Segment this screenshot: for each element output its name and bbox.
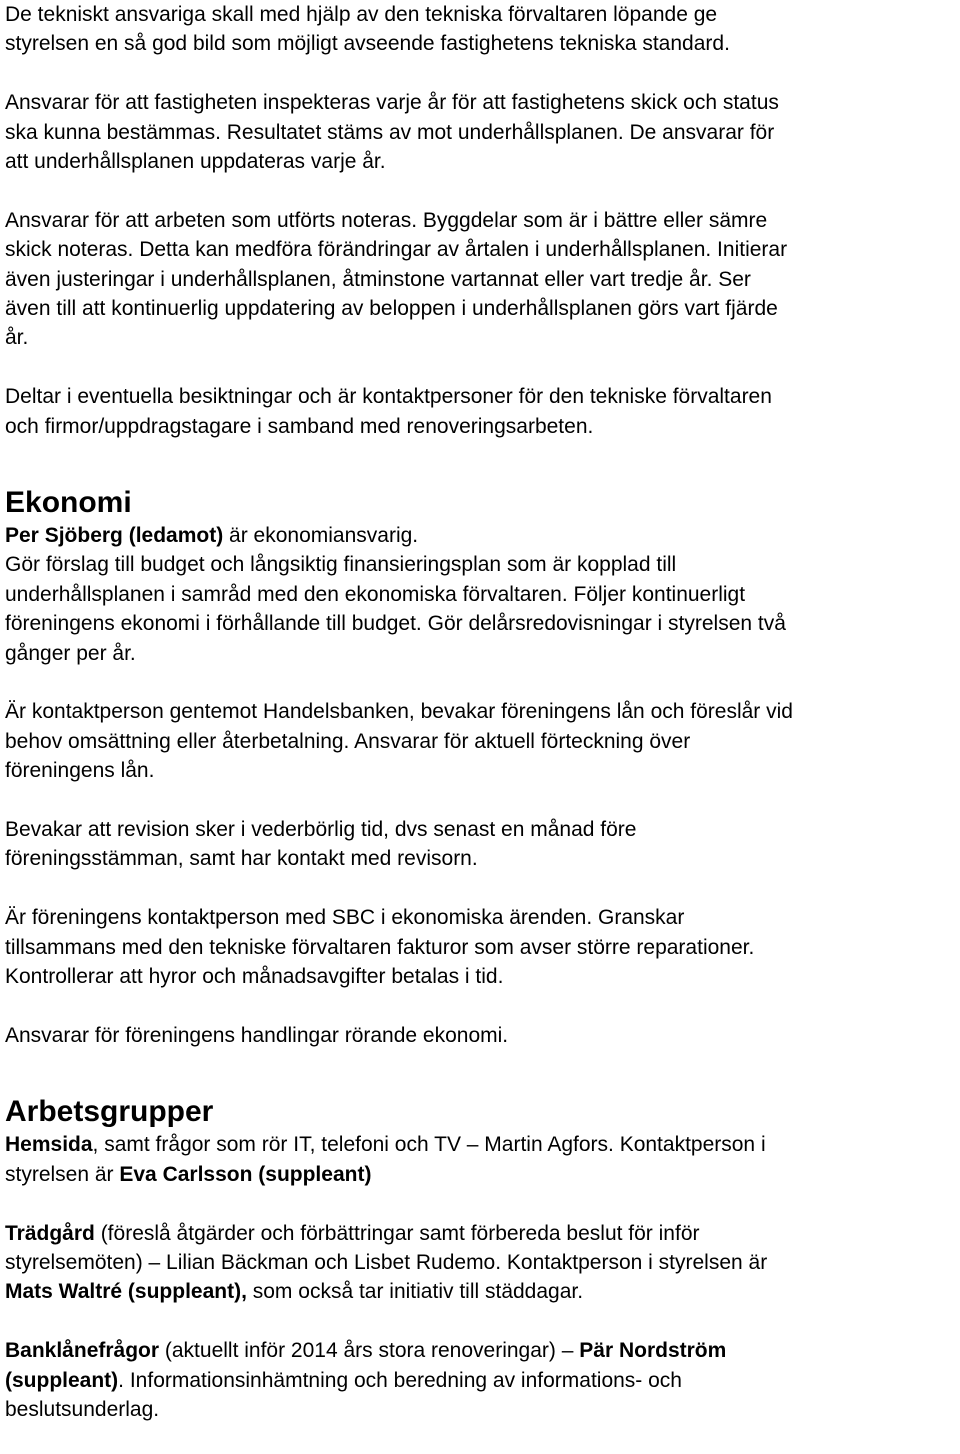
text-line: Gör förslag till budget och långsiktig finansieringsplan som är kopplad till [5,553,677,577]
group-name: Hemsida [5,1133,93,1157]
text-line: att underhållsplanen uppdateras varje år. [5,150,386,174]
text-line: Ansvarar för föreningens handlingar rörande ekonomi. [5,1023,509,1047]
text-line: även justeringar i underhållsplanen, åtminstone vartannat eller vart tredje år. Ser [5,267,751,291]
text-line: ska kunna bestämmas. Resultatet stäms av mot underhållsplanen. De ansvarar för [5,120,775,144]
section-heading-arbetsgrupper: Arbetsgrupper [5,1095,214,1129]
contact-person: Mats Waltré (suppleant), [5,1280,247,1304]
text-line: (suppleant). Informationsinhämtning och beredning av informations- och [5,1368,682,1392]
text-line: Banklånefrågor (aktuellt inför 2014 års stora renoveringar) – Pär Nordström [5,1339,727,1363]
text-line: beslutsunderlag. [5,1397,160,1421]
document-page [5,0,960,1424]
ekonomi-paragraph-3 [5,815,960,874]
text-line: föreningens lån. [5,759,155,783]
ekonomi-paragraph-4 [5,903,960,991]
text-line: Är kontaktperson gentemot Handelsbanken, bevakar föreningens lån och föreslår vid [5,700,793,724]
text-line: Trädgård (föreslå åtgärder och förbättringar samt förbereda beslut för inför [5,1221,700,1245]
contact-person: Eva Carlsson (suppleant) [119,1162,372,1186]
text-line: Deltar i eventuella besiktningar och är kontaktpersoner för den tekniske förvaltaren [5,385,772,409]
text-line: behov omsättning eller återbetalning. Ansvarar för aktuell förteckning över [5,729,691,753]
group-name: Banklånefrågor [5,1339,160,1363]
text-line: styrelsemöten) – Lilian Bäckman och Lisbet Rudemo. Kontaktperson i styrelsen är [5,1250,768,1274]
section-heading-ekonomi: Ekonomi [5,486,132,520]
group-name: Trädgård [5,1221,95,1245]
ekonomi-paragraph-1 [5,550,960,668]
text-line: Hemsida, samt frågor som rör IT, telefoni och TV – Martin Agfors. Kontaktperson i [5,1133,766,1157]
group-tradgard [5,1219,960,1307]
text-line: Kontrollerar att hyror och månadsavgifter betalas i tid. [5,965,504,989]
text-line: gånger per år. [5,641,136,665]
tech-paragraph-1 [5,0,960,59]
text-line: föreningsstämman, samt har kontakt med revisorn. [5,847,478,871]
tech-paragraph-3 [5,206,960,353]
text-line: år. [5,326,29,350]
text-line: styrelsen är Eva Carlsson (suppleant) [5,1162,372,1186]
contact-person: Pär Nordström [579,1339,727,1363]
group-hemsida [5,1130,960,1189]
ekonomi-responsible-name: Per Sjöberg (ledamot) [5,524,224,548]
ekonomi-paragraph-2 [5,697,960,785]
text-line: föreningens ekonomi i förhållande till budget. Gör delårsredovisningar i styrelsen två [5,612,786,636]
group-banklan [5,1336,960,1424]
ekonomi-paragraph-5 [5,1021,960,1050]
text-line: Är föreningens kontaktperson med SBC i ekonomiska ärenden. Granskar [5,906,685,930]
text-line: och firmor/uppdragstagare i samband med renoveringsarbeten. [5,414,594,438]
tech-paragraph-2 [5,88,960,176]
tech-paragraph-4 [5,382,960,441]
text-line: Ansvarar för att fastigheten inspekteras varje år för att fastighetens skick och status [5,91,779,115]
text-line: skick noteras. Detta kan medföra förändringar av årtalen i underhållsplanen. Initierar [5,238,788,262]
text-line: De tekniskt ansvariga skall med hjälp av den tekniska förvaltaren löpande ge [5,3,718,26]
text-line: Bevakar att revision sker i vederbörlig tid, dvs senast en månad före [5,818,637,842]
text-line: även till att kontinuerlig uppdatering av beloppen i underhållsplanen görs vart fjärde [5,297,778,321]
text-line: Mats Waltré (suppleant), som också tar initiativ till städdagar. [5,1280,584,1304]
contact-person-role: (suppleant) [5,1368,119,1392]
ekonomi-lead: Per Sjöberg (ledamot) är ekonomiansvarig. [5,524,419,548]
text-line: tillsammans med den tekniske förvaltaren fakturor som avser större reparationer. [5,935,755,959]
text-line: styrelsen en så god bild som möjligt avseende fastighetens tekniska standard. [5,32,730,56]
text-line: underhållsplanen i samråd med den ekonomiska förvaltaren. Följer kontinuerligt [5,582,746,606]
text-line: Ansvarar för att arbeten som utförts noteras. Byggdelar som är i bättre eller sämre [5,208,768,232]
